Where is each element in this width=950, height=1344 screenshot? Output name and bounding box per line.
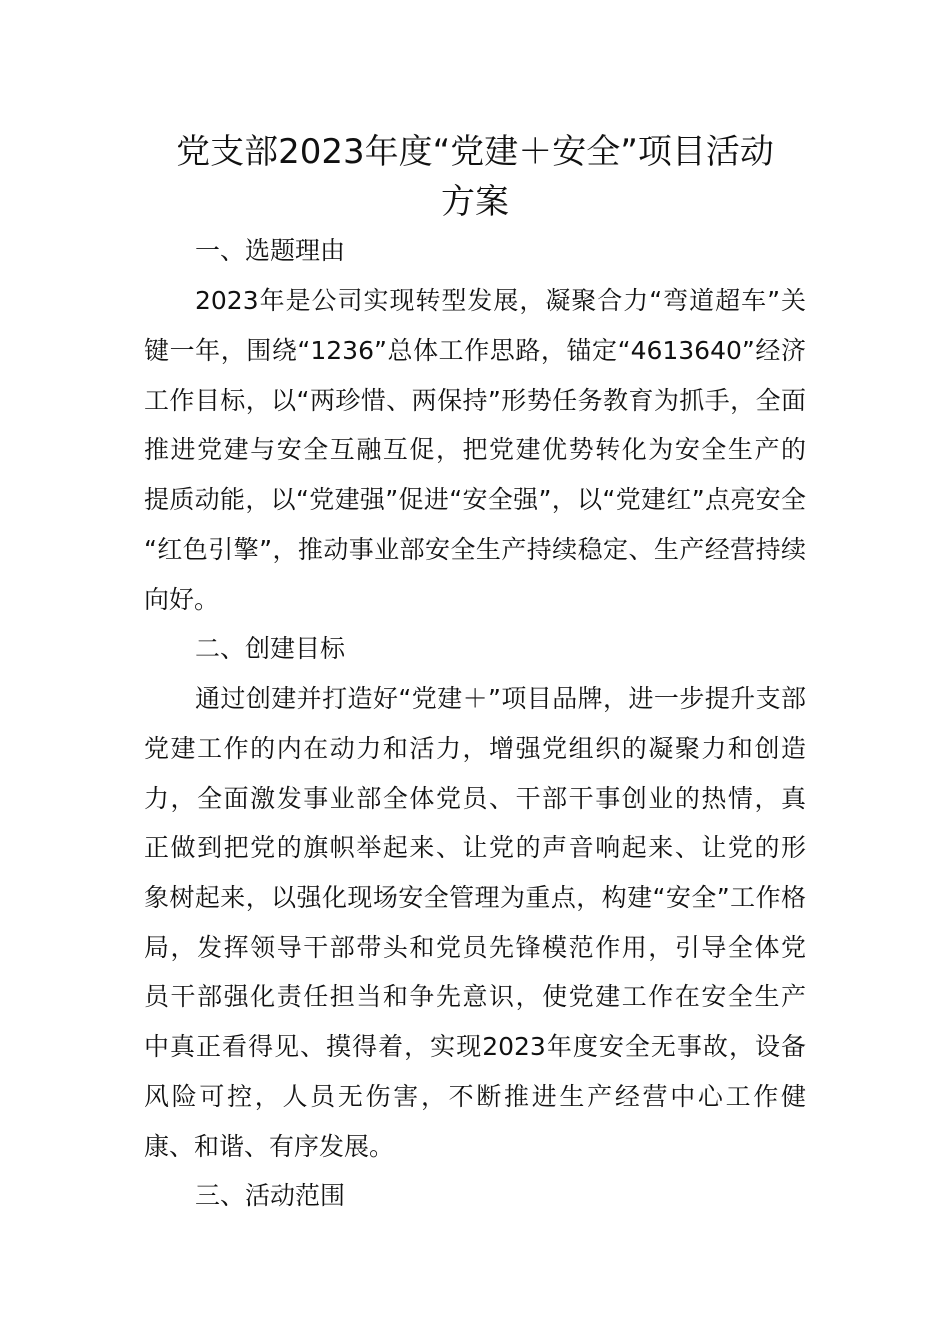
paragraph-line: 局，发挥领导干部带头和党员先锋模范作用，引导全体党 <box>144 933 806 962</box>
paragraph-line: 员干部强化责任担当和争先意识，使党建工作在安全生产 <box>144 982 806 1011</box>
paragraph-line: 风险可控，人员无伤害，不断推进生产经营中心工作健 <box>144 1082 806 1111</box>
paragraph-line: 向好。 <box>144 585 220 614</box>
paragraph-line: 力，全面激发事业部全体党员、干部干事创业的热情，真 <box>144 784 806 813</box>
section-heading-2: 二、创建目标 <box>195 634 346 663</box>
paragraph-line: “红色引擎”，推动事业部安全生产持续稳定、生产经营持续 <box>144 535 806 564</box>
paragraph-line: 提质动能，以“党建强”促进“安全强”，以“党建红”点亮安全 <box>144 485 806 514</box>
document-title-line-1: 党支部2023年度“党建＋安全”项目活动 <box>176 132 774 172</box>
paragraph-line: 2023年是公司实现转型发展，凝聚合力“弯道超车”关 <box>195 286 806 315</box>
paragraph-line: 正做到把党的旗帜举起来、让党的声音响起来、让党的形 <box>144 833 806 862</box>
paragraph-line: 中真正看得见、摸得着，实现2023年度安全无事故，设备 <box>144 1032 806 1061</box>
paragraph-line: 党建工作的内在动力和活力，增强党组织的凝聚力和创造 <box>144 734 806 763</box>
section-heading-3: 三、活动范围 <box>195 1181 346 1210</box>
paragraph-line: 象树起来，以强化现场安全管理为重点，构建“安全”工作格 <box>144 883 806 912</box>
paragraph-line: 推进党建与安全互融互促，把党建优势转化为安全生产的 <box>144 435 806 464</box>
paragraph-line: 通过创建并打造好“党建＋”项目品牌，进一步提升支部 <box>195 684 806 713</box>
document-title-line-2: 方案 <box>441 182 509 222</box>
section-heading-1: 一、选题理由 <box>195 236 346 265</box>
paragraph-line: 康、和谐、有序发展。 <box>144 1132 395 1161</box>
paragraph-line: 键一年，围绕“1236”总体工作思路，锚定“4613640”经济 <box>144 336 806 365</box>
paragraph-line: 工作目标，以“两珍惜、两保持”形势任务教育为抓手，全面 <box>144 386 806 415</box>
